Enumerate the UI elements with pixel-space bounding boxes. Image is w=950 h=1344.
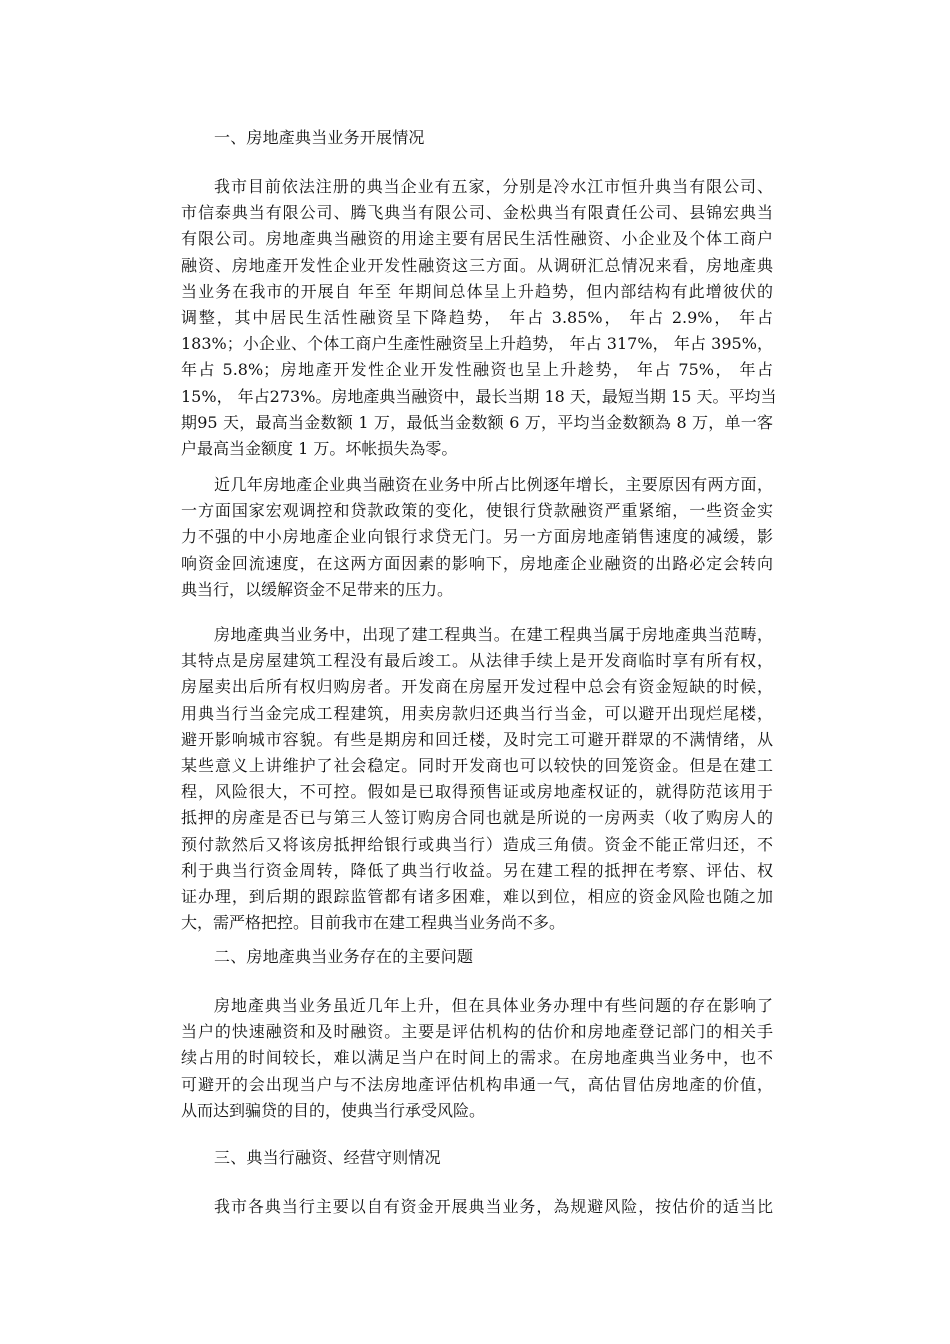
- text-line: 其特点是房屋建筑工程没有最后竣工。从法律手续上是开发商临时享有所有权，: [181, 651, 773, 671]
- text-line: 期95 天，最高当金数额 1 万，最低当金数额 6 万，平均当金数额為 8 万，单一客: [181, 412, 773, 432]
- text-line: 预付款然后又将该房抵押给银行或典当行）造成三角债。资金不能正常归还，不: [181, 834, 773, 854]
- text-line: 近几年房地產企业典当融资在业务中所占比例逐年增长，主要原因有两方面，: [214, 475, 773, 494]
- text-line: 用典当行当金完成工程建筑，用卖房款归还典当行当金，可以避开出现烂尾楼，: [181, 703, 773, 723]
- text-line: 可避开的会出现当户与不法房地產评估机构串通一气，高估冒估房地產的价值，: [181, 1074, 773, 1094]
- text-line: 从而达到骗贷的目的，使典当行承受风险。: [181, 1100, 486, 1120]
- section-heading: 三、典当行融资、经营守则情况: [214, 1148, 441, 1167]
- text-line: 我市各典当行主要以自有资金开展典当业务，為规避风险，按估价的适当比: [214, 1197, 773, 1216]
- text-line: 避开影响城市容貌。有些是期房和回迁楼，及时完工可避开群眾的不满情绪，从: [181, 729, 773, 749]
- text-line: 一方面国家宏观调控和贷款政策的变化，使银行贷款融资严重紧缩，一些资金实: [181, 501, 773, 521]
- text-line: 房地產典当业务中，出现了建工程典当。在建工程典当属于房地產典当范畴，: [214, 625, 773, 644]
- text-line: 力不强的中小房地產企业向银行求贷无门。另一方面房地產销售速度的减缓，影: [181, 527, 773, 547]
- text-line: 有限公司。房地產典当融资的用途主要有居民生活性融资、小企业及个体工商户: [181, 229, 773, 249]
- text-line: 我市目前依法注册的典当企业有五家，分别是冷水江市恒升典当有限公司、: [214, 177, 773, 196]
- text-line: 户最高当金额度 1 万。坏帐损失為零。: [181, 438, 458, 458]
- text-line: 年占 5.8%；房地產开发性企业开发性融资也呈上升趁势， 年占 75%， 年占: [181, 360, 773, 380]
- paragraph: [181, 174, 777, 462]
- text-line: 调整，其中居民生活性融资呈下降趋势， 年占 3.85%， 年占 2.9%， 年占: [181, 307, 773, 327]
- paragraph: [181, 1194, 773, 1220]
- paragraph: [181, 472, 773, 603]
- section-heading: 一、房地產典当业务开展情况: [214, 128, 425, 147]
- text-line: 当业务在我市的开展自 年至 年期间总体呈上升趋势，但内部结构有此增彼伏的: [181, 281, 773, 301]
- text-line: 响资金回流速度，在这两方面因素的影响下，房地產企业融资的出路必定会转向: [181, 553, 773, 573]
- text-line: 利于典当行资金周转，降低了典当行收益。另在建工程的抵押在考察、评估、权: [181, 860, 773, 880]
- text-line: 房屋卖出后所有权归购房者。开发商在房屋开发过程中总会有资金短缺的时候，: [181, 677, 773, 697]
- text-line: 当户的快速融资和及时融资。主要是评估机构的估价和房地產登记部门的相关手: [181, 1022, 773, 1042]
- text-line: 证办理，到后期的跟踪监管都有诸多困难，难以到位，相应的资金风险也随之加: [181, 886, 773, 906]
- paragraph: [181, 993, 773, 1124]
- text-line: 183%；小企业、个体工商户生產性融资呈上升趋势， 年占 317%， 年占 395%，: [181, 334, 773, 354]
- text-line: 程，风险很大，不可控。假如是已取得预售证或房地產权证的，就得防范该用于: [181, 782, 773, 802]
- section-heading: 二、房地產典当业务存在的主要问题: [214, 947, 474, 966]
- text-line: 续占用的时间较长，难以满足当户在时间上的需求。在房地產典当业务中，也不: [181, 1048, 773, 1068]
- paragraph: [181, 622, 773, 936]
- text-line: 抵押的房產是否已与第三人签订购房合同也就是所说的一房两卖（收了购房人的: [181, 808, 773, 828]
- text-line: 某些意义上讲维护了社会稳定。同时开发商也可以较快的回笼资金。但是在建工: [181, 755, 773, 775]
- text-line: 典当行，以缓解资金不足带来的压力。: [181, 579, 454, 599]
- text-line: 市信泰典当有限公司、腾飞典当有限公司、金松典当有限責任公司、县锦宏典当: [181, 203, 773, 223]
- text-line: 大，需严格把控。目前我市在建工程典当业务尚不多。: [181, 913, 566, 933]
- text-line: 房地產典当业务虽近几年上升，但在具体业务办理中有些问题的存在影响了: [214, 996, 773, 1015]
- text-line: 融资、房地產开发性企业开发性融资这三方面。从调研汇总情况来看，房地產典: [181, 255, 773, 275]
- text-line: 15%， 年占273%。房地產典当融资中，最长当期 18 天，最短当期 15 天。平均当: [181, 386, 777, 406]
